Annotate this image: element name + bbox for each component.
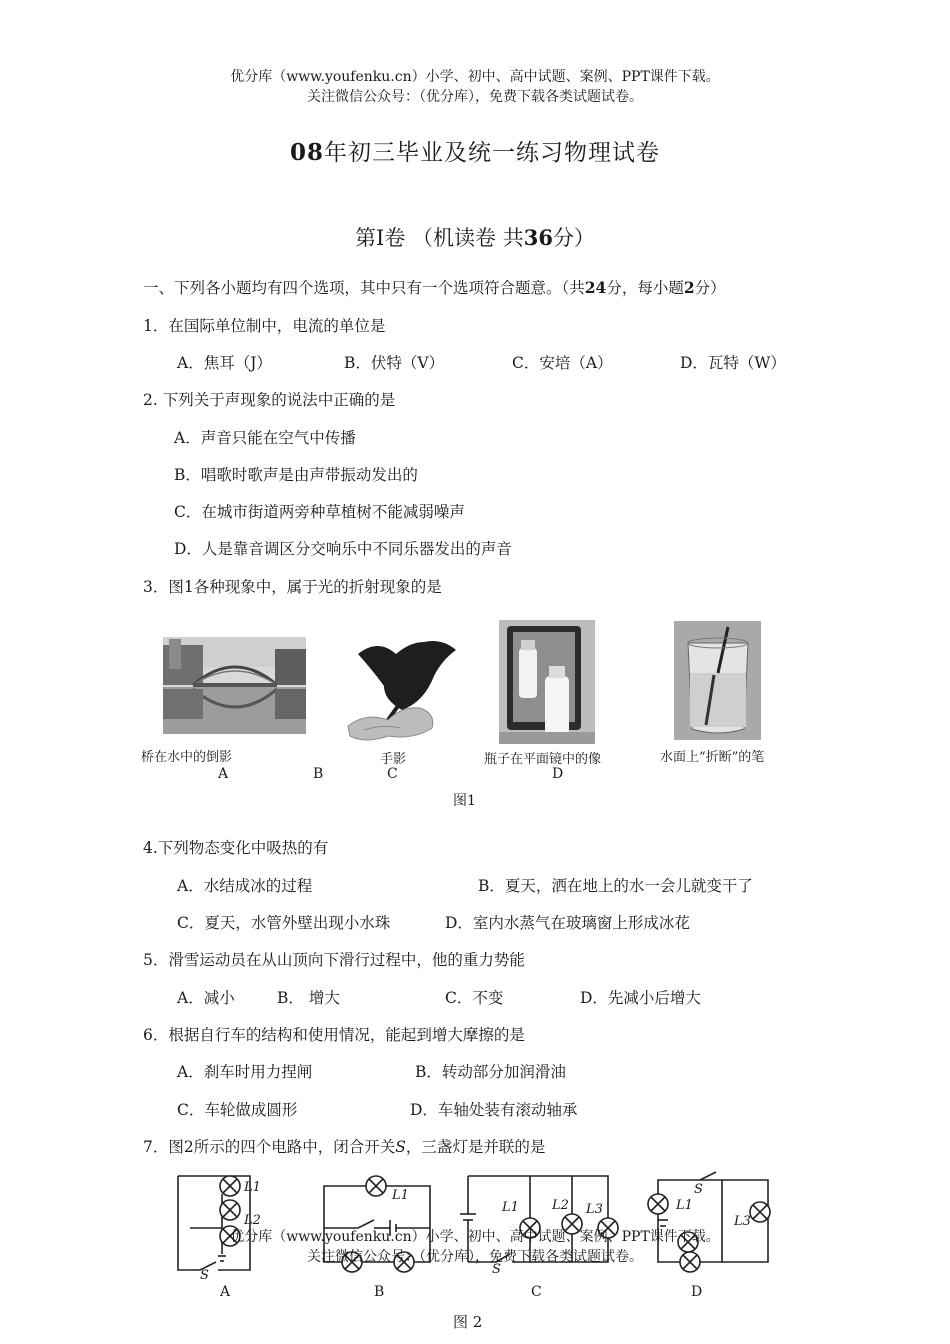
q2-stem: 2. 下列关于声现象的说法中正确的是 xyxy=(143,391,396,409)
figure1-caption-b: 手影 xyxy=(380,752,407,767)
q6-option-c: C．车轮做成圆形 xyxy=(177,1101,298,1119)
section-title: 第Ⅰ卷 （机读卷 共36分） xyxy=(355,225,595,250)
q6-option-a: A．刹车时用力捏闸 xyxy=(177,1063,313,1081)
q5-stem: 5．滑雪运动员在从山顶向下滑行过程中，他的重力势能 xyxy=(143,951,525,969)
header-line-2: 关注微信公众号：（优分库），免费下载各类试题试卷。 xyxy=(307,89,643,105)
part-instructions: 一、下列各小题均有四个选项，其中只有一个选项符合题意。（共24分，每小题2分） xyxy=(143,278,726,297)
circuit-d-switch-label: S xyxy=(694,1182,703,1197)
circuit-a-lamp-2-label: L2 xyxy=(244,1213,261,1228)
figure2-letter-b: B xyxy=(374,1284,385,1300)
figure1-letter-b: B xyxy=(313,766,324,782)
figure1-label: 图1 xyxy=(453,793,476,809)
q5-option-c: C．不变 xyxy=(445,989,504,1007)
q2-option-d: D．人是靠音调区分交响乐中不同乐器发出的声音 xyxy=(174,540,512,558)
header-line-1: 优分库（www.youfenku.cn）小学、初中、高中试题、案例、PPT课件下载。 xyxy=(230,69,720,85)
figure2-label: 图 2 xyxy=(453,1313,483,1331)
footer-line-2: 关注微信公众号：（优分库），免费下载各类试题试卷。 xyxy=(307,1249,643,1265)
q4-option-d: D．室内水蒸气在玻璃窗上形成冰花 xyxy=(445,914,690,932)
figure1-caption-c: 瓶子在平面镜中的像 xyxy=(484,752,602,767)
q7-stem: 7．图2所示的四个电路中，闭合开关S，三盏灯是并联的是 xyxy=(143,1138,546,1156)
figure2-letter-c: C xyxy=(531,1284,542,1300)
circuit-a-switch-label: S xyxy=(200,1268,209,1283)
q2-option-c: C．在城市街道两旁种草植树不能减弱噪声 xyxy=(174,503,465,521)
broken-pen-photo xyxy=(674,621,761,740)
figure1-letter-d: D xyxy=(552,766,564,782)
figure1-caption-d: 水面上“折断”的笔 xyxy=(660,750,765,765)
circuit-a-lamp-1-label: L1 xyxy=(244,1180,261,1195)
circuit-c-switch-label: S xyxy=(492,1262,501,1277)
circuit-d-lamp-1-label: L1 xyxy=(676,1198,693,1213)
circuit-b-lamp-1-label: L1 xyxy=(392,1188,409,1203)
q5-option-b: B． 增大 xyxy=(277,989,340,1007)
q1-option-b: B．伏特（V） xyxy=(344,354,445,372)
q6-option-b: B．转动部分加润滑油 xyxy=(415,1063,566,1081)
figure1-letter-a: A xyxy=(218,766,229,782)
q2-option-b: B．唱歌时歌声是由声带振动发出的 xyxy=(174,466,418,484)
bridge-reflection-photo xyxy=(163,637,306,734)
figure2-letter-d: D xyxy=(691,1284,703,1300)
q3-stem: 3．图1各种现象中，属于光的折射现象的是 xyxy=(143,578,442,596)
q4-option-a: A．水结成冰的过程 xyxy=(177,877,313,895)
hand-shadow-photo xyxy=(344,632,460,744)
q1-option-c: C．安培（A） xyxy=(512,354,613,372)
q2-option-a: A．声音只能在空气中传播 xyxy=(174,429,356,447)
mirror-bottle-photo xyxy=(499,620,595,744)
q5-option-a: A．减小 xyxy=(177,989,235,1007)
q5-option-d: D．先减小后增大 xyxy=(580,989,701,1007)
figure1-letter-c: C xyxy=(387,766,398,782)
figure1-caption-a: 桥在水中的倒影 xyxy=(141,750,233,765)
q4-stem: 4.下列物态变化中吸热的有 xyxy=(143,839,329,857)
footer-line-1: 优分库（www.youfenku.cn）小学、初中、高中试题、案例、PPT课件下载。 xyxy=(230,1229,720,1245)
q1-option-d: D．瓦特（W） xyxy=(680,354,786,372)
figure2-letter-a: A xyxy=(220,1284,231,1300)
q4-option-c: C．夏天，水管外壁出现小水珠 xyxy=(177,914,391,932)
circuit-c-lamp-2-label: L2 xyxy=(552,1198,569,1213)
circuit-d-lamp-3-label: L3 xyxy=(734,1214,751,1229)
circuit-c-lamp-1-label: L1 xyxy=(502,1200,519,1215)
q1-stem: 1．在国际单位制中，电流的单位是 xyxy=(143,317,386,335)
q6-stem: 6．根据自行车的结构和使用情况，能起到增大摩擦的是 xyxy=(143,1026,525,1044)
circuit-c-lamp-3-label: L3 xyxy=(586,1202,603,1217)
q6-option-d: D．车轴处装有滚动轴承 xyxy=(410,1101,578,1119)
page-title: 08年初三毕业及统一练习物理试卷 xyxy=(289,139,660,166)
q1-option-a: A．焦耳（J） xyxy=(177,354,272,372)
q4-option-b: B．夏天，洒在地上的水一会儿就变干了 xyxy=(478,877,753,895)
